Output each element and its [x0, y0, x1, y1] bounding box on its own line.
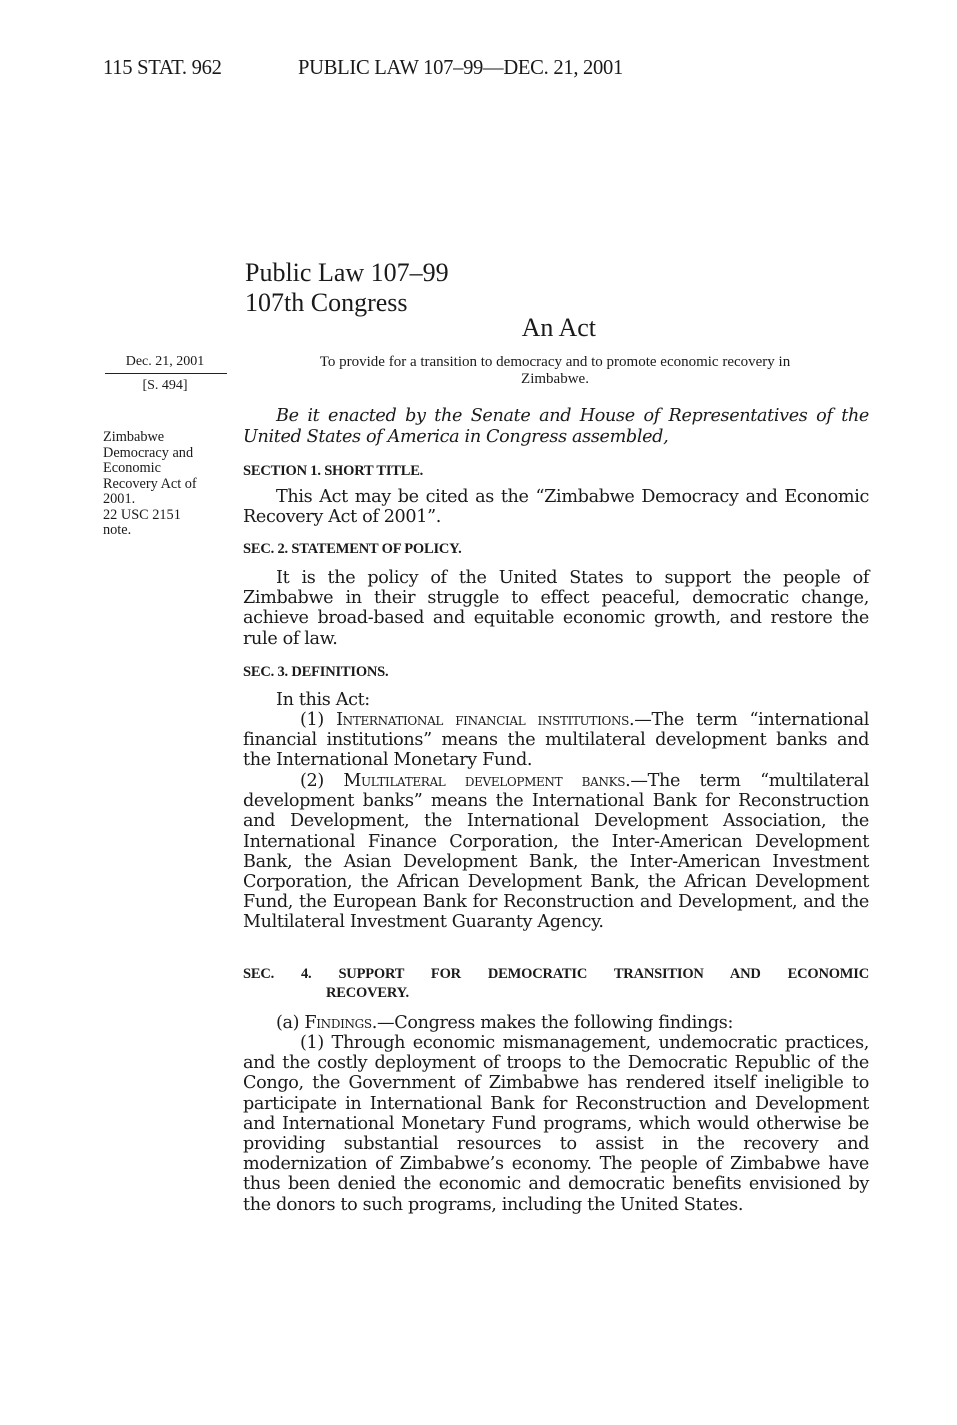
section-2-text: It is the policy of the United States to support the people of Zimbabwe in their struggle to effect peaceful, democratic change, achieve broad-based and equitable economic growth, and restore the rule of law. [243, 568, 869, 649]
definition-1-text: —The term “international financial institutions” means the multilateral development banks and the International Monetary Fund. [243, 710, 869, 771]
findings-term: Findings. [304, 1013, 377, 1033]
margin-note-line: Economic [103, 460, 161, 476]
an-act-heading: An Act [521, 313, 596, 342]
definition-1-term: International financial institutions. [336, 710, 635, 730]
margin-note-line: 22 USC 2151 [103, 506, 181, 523]
sidenote-divider [105, 373, 227, 374]
findings-text: —Congress makes the following findings: [376, 1013, 734, 1033]
section-3-intro: In this Act: [276, 690, 370, 710]
margin-note-line: note. [103, 522, 132, 538]
section-1-text: This Act may be cited as the “Zimbabwe Democracy and Economic Recovery Act of 2001”. [243, 487, 869, 528]
enacting-clause: Be it enacted by the Senate and House of Representatives of the United States of America in Congress assembled, [243, 406, 869, 447]
definition-1 [243, 710, 869, 771]
findings-intro [243, 1013, 869, 1033]
definition-1-label: (1) [300, 710, 337, 730]
purpose-line-2: Zimbabwe. [521, 371, 589, 387]
section-3-heading: SEC. 3. DEFINITIONS. [243, 664, 389, 680]
congress-number: 107th Congress [245, 288, 408, 317]
margin-note [103, 430, 233, 539]
section-2-heading: SEC. 2. STATEMENT OF POLICY. [243, 541, 462, 557]
page-reference: 115 STAT. 962 [103, 55, 222, 79]
margin-note-line: Democracy and [103, 444, 194, 461]
section-4-heading-line-2: RECOVERY. [326, 985, 409, 1001]
margin-note-line: Zimbabwe [103, 429, 165, 445]
margin-note-line: Recovery Act of [103, 475, 197, 492]
findings-label: (a) [276, 1013, 305, 1033]
enactment-date: Dec. 21, 2001 [125, 354, 205, 369]
public-law-number: Public Law 107–99 [245, 258, 449, 287]
definition-2 [243, 771, 869, 933]
section-4-heading [243, 965, 869, 1003]
bill-number: [S. 494] [142, 378, 188, 393]
definition-2-label: (2) [300, 771, 344, 791]
definition-2-text: —The term “multilateral development banks” means the International Bank for Reconstruction and Development, the International Development Association, the International Finance Corporation, the Inter-American Development Bank, the Asian Development Bank, the Inter-American Investment Corporation, the African Development Bank, the African Development Fund, the European Bank for Reconstruction and Development, and the Multilateral Investment Guaranty Agency. [243, 771, 869, 933]
section-4-heading-line-1: SEC. 4. SUPPORT FOR DEMOCRATIC TRANSITION AND ECONOMIC [243, 966, 869, 982]
margin-note-line: 2001. [103, 491, 136, 507]
running-title: PUBLIC LAW 107–99—DEC. 21, 2001 [298, 55, 624, 79]
section-1-heading: SECTION 1. SHORT TITLE. [243, 463, 424, 479]
finding-1: (1) Through economic mismanagement, undemocratic practices, and the costly deployment of troops to the Democratic Republic of the Congo, the Government of Zimbabwe has rendered itself ineligible to participate in International Bank for Reconstruction and Development and International Monetary Fund programs, which would otherwise be providing substantial resources to assist in the recovery and modernization of Zimbabwe’s economy. The people of Zimbabwe have thus been denied the economic and democratic benefits envisioned by the donors to such programs, including the United States. [243, 1033, 869, 1215]
definition-2-term: Multilateral development banks. [343, 771, 631, 791]
act-purpose [260, 354, 850, 388]
purpose-line-1: To provide for a transition to democracy and to promote economic recovery in [319, 354, 791, 370]
